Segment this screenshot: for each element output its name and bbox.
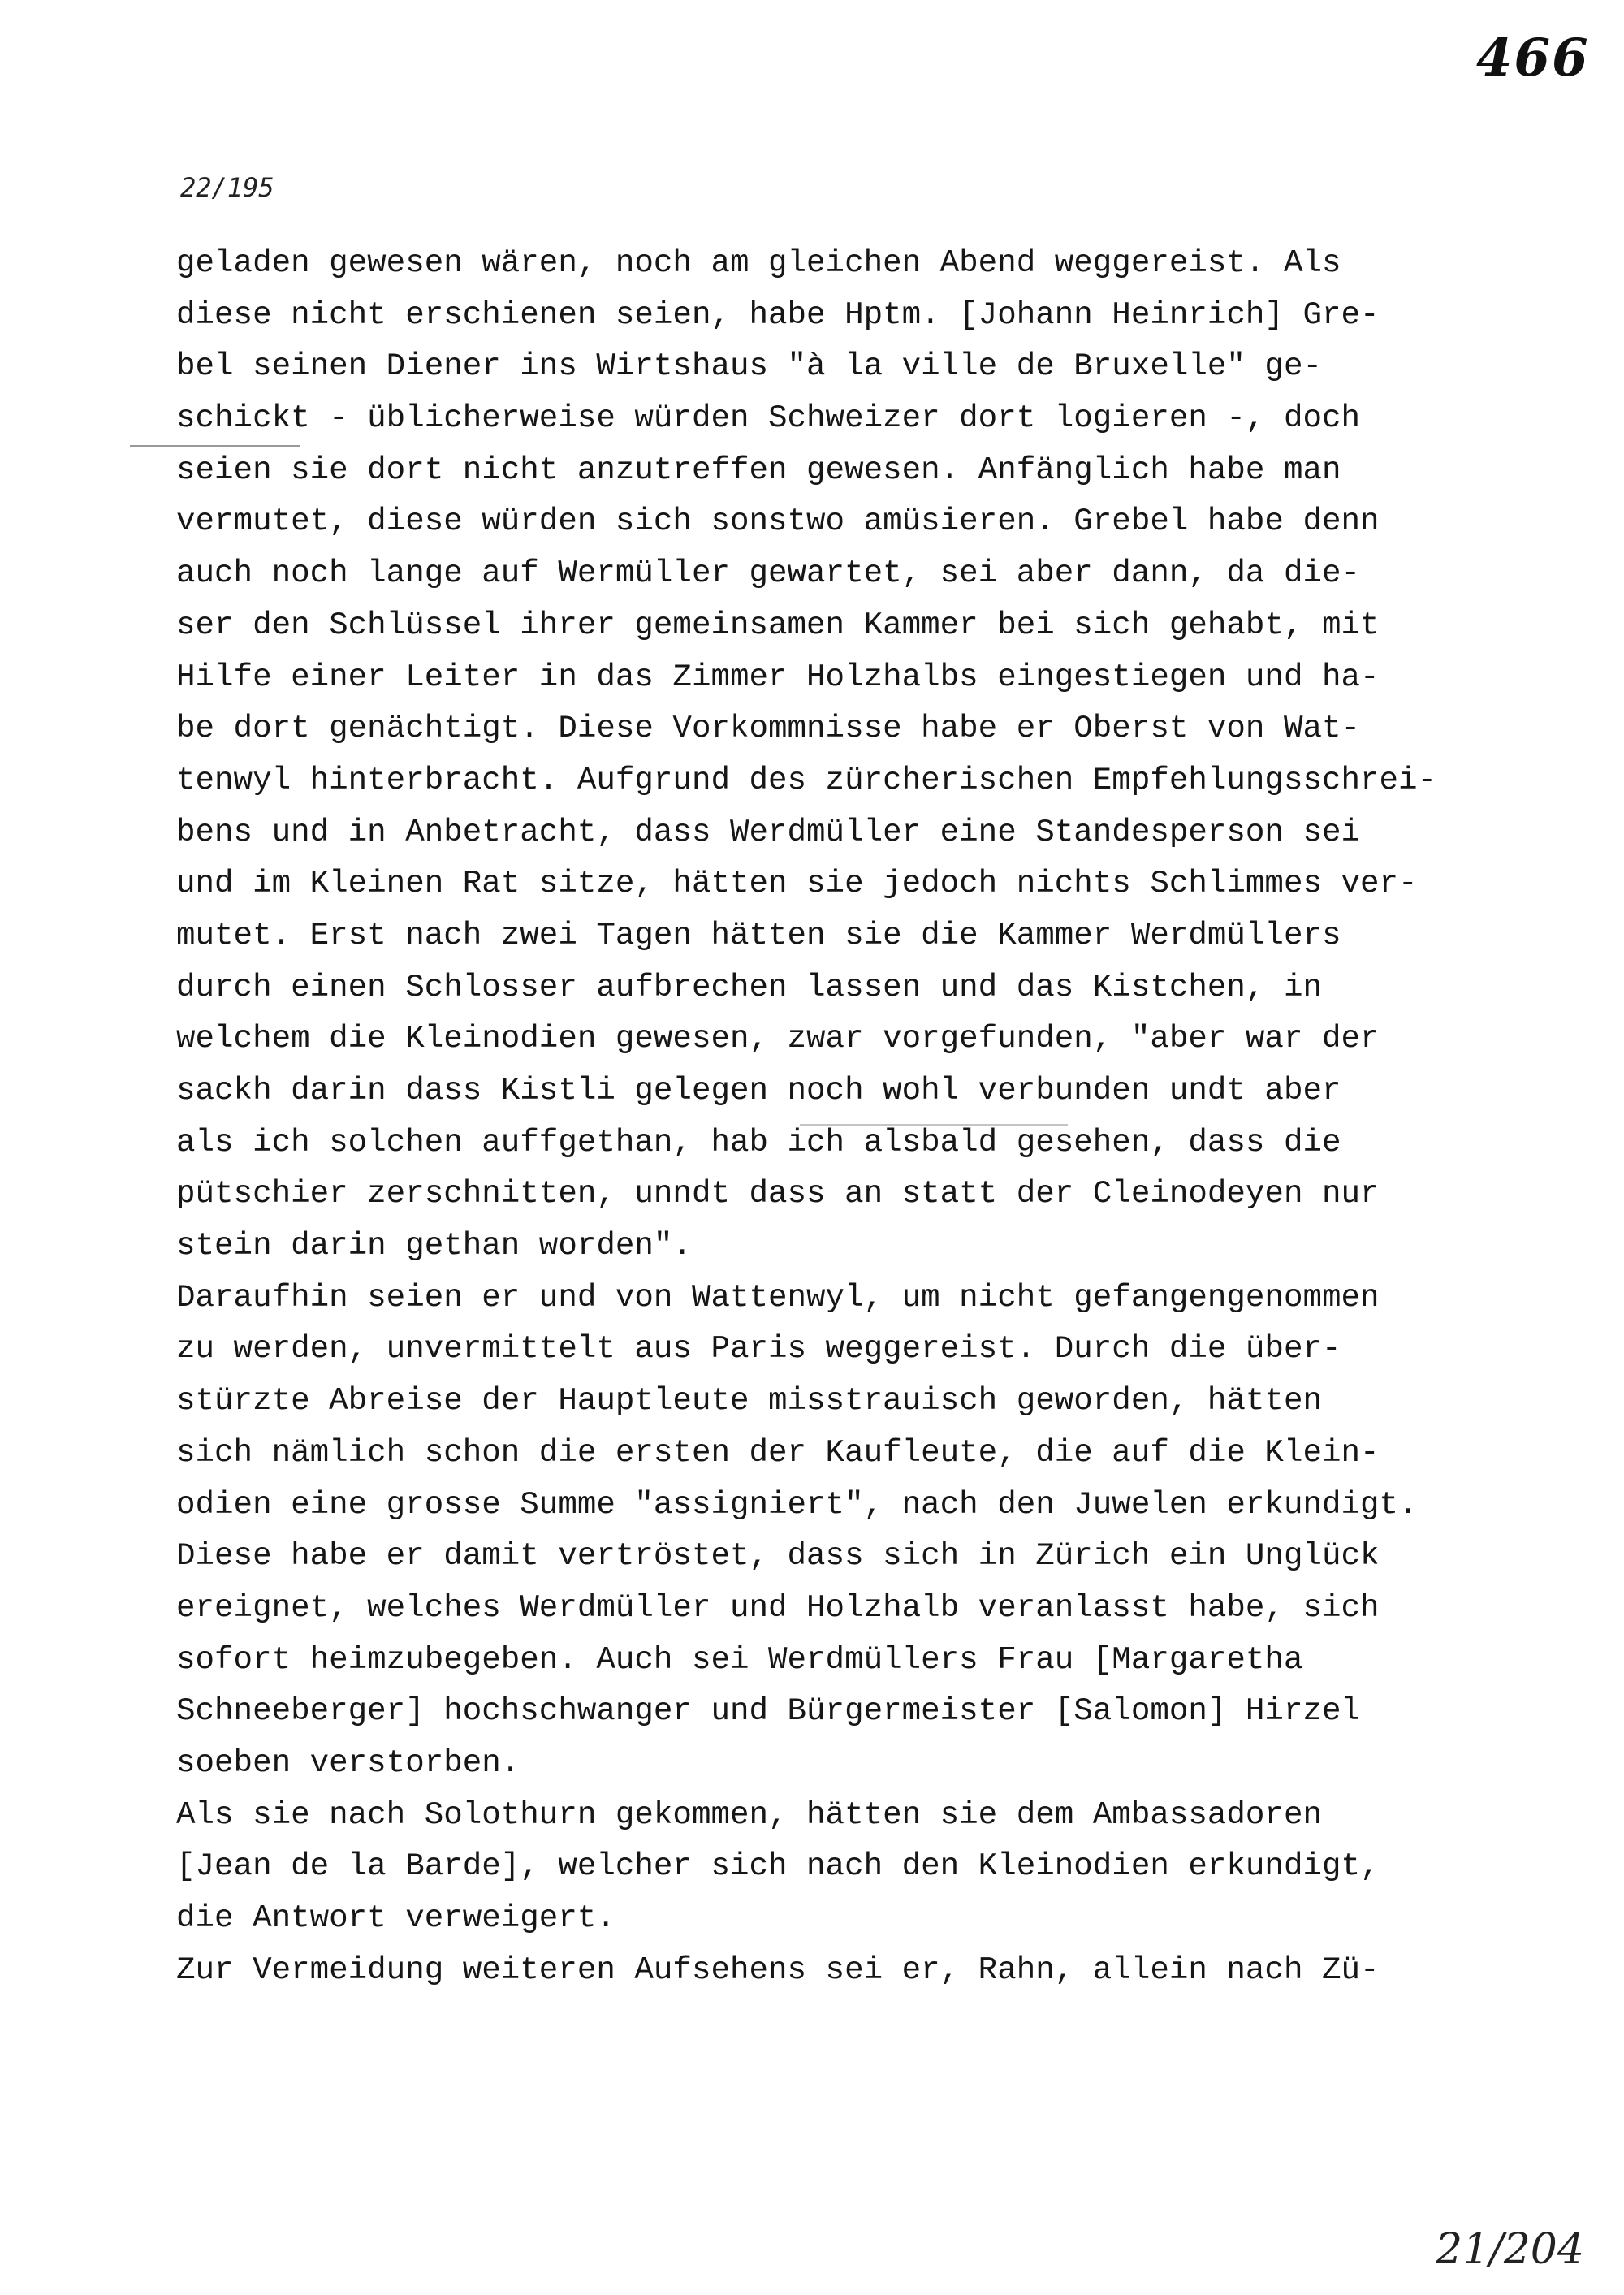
text-line: pütschier zerschnitten, unndt dass an statt der Cleinodeyen nur — [176, 1175, 1380, 1212]
text-line: soeben verstorben. — [176, 1744, 520, 1781]
text-line: sackh darin dass Kistli gelegen noch wohl verbunden undt aber — [176, 1072, 1341, 1109]
text-line: tenwyl hinterbracht. Aufgrund des zürcherischen Empfehlungsschrei- — [176, 761, 1437, 798]
text-line: Als sie nach Solothurn gekommen, hätten sie dem Ambassadoren — [176, 1796, 1322, 1833]
text-line: als ich solchen auffgethan, hab ich alsbald gesehen, dass die — [176, 1123, 1341, 1160]
archive-number: 21/204 — [1436, 2225, 1584, 2274]
text-line: Hilfe einer Leiter in das Zimmer Holzhalbs eingestiegen und ha- — [176, 658, 1380, 695]
text-line: und im Kleinen Rat sitze, hätten sie jedoch nichts Schlimmes ver- — [176, 865, 1418, 902]
text-line: seien sie dort nicht anzutreffen gewesen. Anfänglich habe man — [176, 451, 1341, 488]
text-line: welchem die Kleinodien gewesen, zwar vorgefunden, "aber war der — [176, 1020, 1380, 1057]
text-line: die Antwort verweigert. — [176, 1900, 615, 1936]
text-line: Zur Vermeidung weiteren Aufsehens sei er, Rahn, allein nach Zü- — [176, 1951, 1380, 1988]
text-line: bens und in Anbetracht, dass Werdmüller eine Standesperson sei — [176, 813, 1361, 850]
text-line: auch noch lange auf Wermüller gewartet, sei aber dann, da die- — [176, 555, 1361, 592]
text-line: stein darin gethan worden". — [176, 1227, 692, 1264]
text-line: schickt - üblicherweise würden Schweizer dort logieren -, doch — [176, 400, 1361, 437]
text-line: vermutet, diese würden sich sonstwo amüsieren. Grebel habe denn — [176, 503, 1380, 540]
text-line: Schneeberger] hochschwanger und Bürgermeister [Salomon] Hirzel — [176, 1692, 1361, 1730]
text-line: Daraufhin seien er und von Wattenwyl, um nicht gefangengenommen — [176, 1278, 1380, 1316]
margin-pencil-mark — [130, 445, 300, 447]
text-line: bel seinen Diener ins Wirtshaus "à la ville de Bruxelle" ge- — [176, 348, 1322, 385]
text-line: Diese habe er damit vertröstet, dass sich in Zürich ein Unglück — [176, 1537, 1380, 1575]
body-text — [176, 237, 1605, 1995]
pencil-underline — [800, 1124, 1068, 1126]
text-line: zu werden, unvermittelt aus Paris weggereist. Durch die über- — [176, 1330, 1341, 1368]
text-line: be dort genächtigt. Diese Vorkommnisse habe er Oberst von Wat- — [176, 710, 1361, 747]
document-reference: 22/195 — [180, 172, 274, 203]
text-line: sich nämlich schon die ersten der Kaufleute, die auf die Klein- — [176, 1433, 1380, 1471]
text-line: mutet. Erst nach zwei Tagen hätten sie die Kammer Werdmüllers — [176, 916, 1341, 953]
text-line: ser den Schlüssel ihrer gemeinsamen Kammer bei sich gehabt, mit — [176, 606, 1380, 643]
text-line: geladen gewesen wären, noch am gleichen Abend weggereist. Als — [176, 244, 1341, 281]
text-line: odien eine grosse Summe "assigniert", nach den Juwelen erkundigt. — [176, 1485, 1418, 1523]
text-line: durch einen Schlosser aufbrechen lassen und das Kistchen, in — [176, 968, 1322, 1005]
text-line: ereignet, welches Werdmüller und Holzhalb veranlasst habe, sich — [176, 1588, 1380, 1626]
text-line: [Jean de la Barde], welcher sich nach den Kleinodien erkundigt, — [176, 1848, 1380, 1885]
folio-number: 466 — [1476, 28, 1590, 89]
text-line: diese nicht erschienen seien, habe Hptm. [Johann Heinrich] Gre- — [176, 296, 1380, 333]
text-line: stürzte Abreise der Hauptleute misstrauisch geworden, hätten — [176, 1382, 1322, 1420]
text-line: sofort heimzubegeben. Auch sei Werdmüllers Frau [Margaretha — [176, 1640, 1303, 1678]
